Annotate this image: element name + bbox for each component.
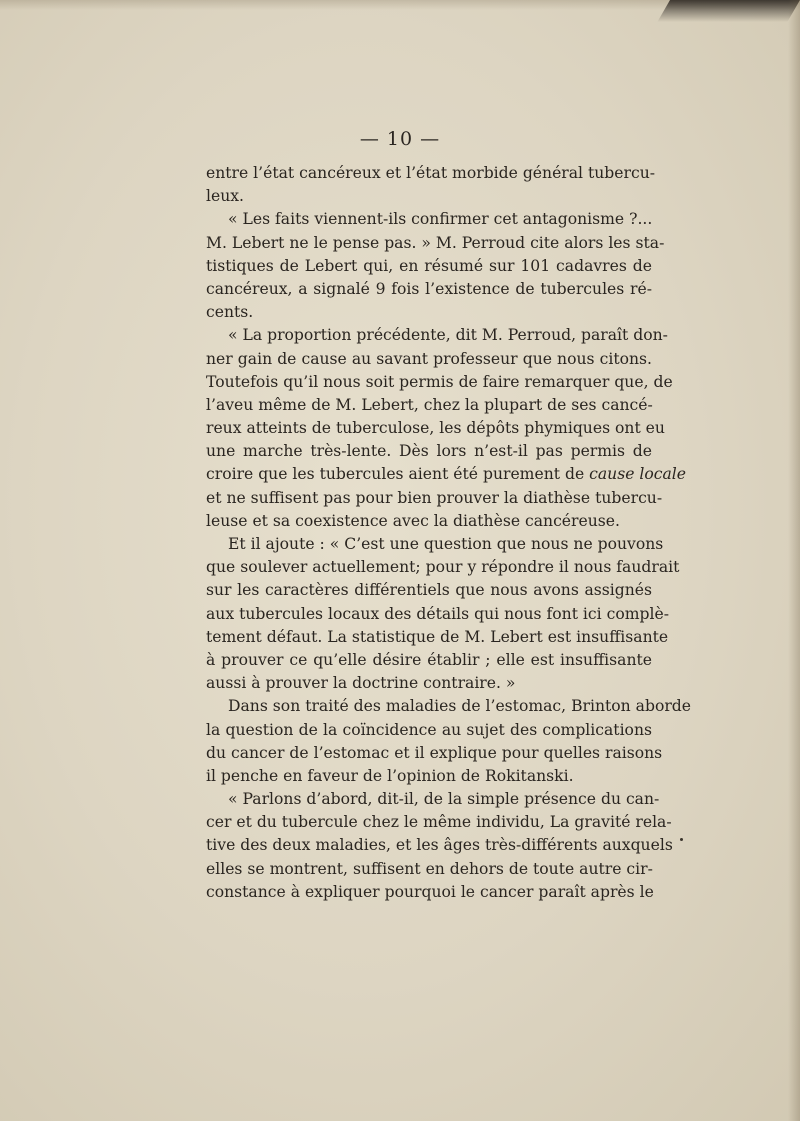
text-line: aussi à prouver la doctrine contraire. » <box>206 674 516 693</box>
page-corner-shadow <box>657 0 800 22</box>
text-line: reux atteints de tuberculose, les dépôts phymiques ont eu <box>206 419 665 438</box>
text-line: tive des deux maladies, et les âges très-différents auxquels <box>206 836 673 855</box>
text-line: ner gain de cause au savant professeur que nous citons. <box>206 349 652 368</box>
text-line: Et il ajoute : « C’est une question que nous ne pouvons <box>228 535 664 553</box>
text-line: « Les faits viennent-ils confirmer cet antagonisme ?... <box>228 210 653 229</box>
text-line: entre l’état cancéreux et l’état morbide général tubercu- <box>206 164 656 182</box>
text-line: elles se montrent, suffisent en dehors de toute autre cir- <box>206 859 653 878</box>
text-line-start: croire que les tubercules aient été purement de <box>206 465 585 484</box>
text-line: aux tubercules locaux des détails qui nous font ici complè- <box>206 604 669 623</box>
text-line: à prouver ce qu’elle désire établir ; elle est insuffisante <box>206 650 652 669</box>
text-line: cents. <box>206 303 254 322</box>
text-line: Toutefois qu’il nous soit permis de faire remarquer que, de <box>206 372 673 391</box>
text-line: tement défaut. La statistique de M. Lebert est insuffisante <box>206 627 669 646</box>
text-line: il penche en faveur de l’opinion de Rokitanski. <box>206 766 574 785</box>
text-line: une marche très-lente. Dès lors n’est-il pas permis de <box>206 442 652 461</box>
text-line: et ne suffisent pas pour bien prouver la diathèse tubercu- <box>206 488 663 507</box>
text-line: que soulever actuellement; pour y répondre il nous faudrait <box>206 558 680 577</box>
text-line: tistiques de Lebert qui, en résumé sur 101 cadavres de <box>206 256 652 275</box>
text-line: du cancer de l’estomac et il explique pour quelles raisons <box>206 743 663 762</box>
text-line: « Parlons d’abord, dit-il, de la simple présence du can- <box>228 790 660 809</box>
text-line: cer et du tubercule chez le même individu, La gravité rela- <box>206 813 672 832</box>
text-line: « La proportion précédente, dit M. Perroud, paraît don- <box>228 326 668 345</box>
text-line: l’aveu même de M. Lebert, chez la plupart de ses cancé- <box>206 395 653 414</box>
text-line: sur les caractères différentiels que nous avons assignés <box>206 581 652 600</box>
text-line: M. Lebert ne le pense pas. » M. Perroud cite alors les sta- <box>206 233 665 252</box>
italic-phrase: cause locale <box>589 465 687 484</box>
text-line: Dans son traité des maladies de l’estomac, Brinton aborde <box>228 697 692 716</box>
page-right-edge <box>788 0 800 1121</box>
text-line: cancéreux, a signalé 9 fois l’existence de tubercules ré- <box>206 279 652 298</box>
text-line: leux. <box>206 187 245 206</box>
text-line: la question de la coïncidence au sujet des complications <box>206 720 652 739</box>
text-line: constance à expliquer pourquoi le cancer paraît après le <box>206 882 654 901</box>
body-text <box>206 162 692 904</box>
text-line: leuse et sa coexistence avec la diathèse cancéreuse. <box>206 511 620 530</box>
ink-speck <box>680 838 683 841</box>
text-line-with-italic <box>206 463 687 486</box>
page-number: — 10 — <box>359 128 441 150</box>
